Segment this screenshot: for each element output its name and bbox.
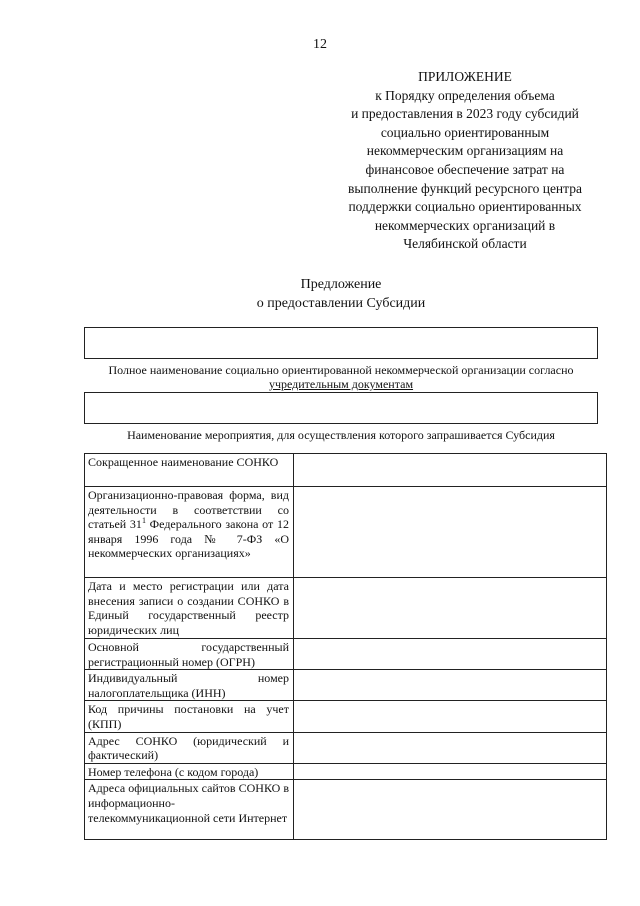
row-value-cell[interactable]: [294, 578, 607, 639]
row-label: Сокращенное наименование СОНКО: [85, 454, 294, 487]
row-label: Основной государственный регистрационный номер (ОГРН): [85, 639, 294, 670]
document-title: [0, 275, 640, 313]
appendix-line: финансовое обеспечение затрат на: [365, 161, 565, 177]
article-superscript: 1: [141, 516, 146, 526]
table-row: [85, 763, 607, 780]
row-value-cell[interactable]: [294, 454, 607, 487]
row-label: Дата и место регистрации или дата внесения записи о создании СОНКО в Единый государственный реестр юридических лиц: [85, 578, 294, 639]
table-row: [85, 732, 607, 763]
table-row: [85, 670, 607, 701]
title-line-2: о предоставлении Субсидии: [256, 296, 426, 311]
row-label: [85, 487, 294, 578]
row-value-cell[interactable]: [294, 780, 607, 840]
page-number: 12: [313, 37, 327, 52]
appendix-line: социально ориентированным: [380, 124, 550, 140]
event-name-field[interactable]: [84, 392, 598, 424]
caption-line: учредительным документам: [268, 377, 414, 391]
appendix-line: некоммерческих организаций в: [374, 217, 556, 233]
organization-name-field[interactable]: [84, 327, 598, 359]
organization-details-table: [84, 453, 607, 840]
title-line-1: Предложение: [300, 277, 382, 292]
row-value-cell[interactable]: [294, 763, 607, 780]
caption-line: Наименование мероприятия, для осуществления которого запрашивается Субсидия: [127, 428, 555, 442]
table-row: [85, 780, 607, 840]
appendix-line: и предоставления в 2023 году субсидий: [351, 106, 579, 122]
row-label: Номер телефона (с кодом города): [85, 763, 294, 780]
table-row: [85, 487, 607, 578]
row-value-cell[interactable]: [294, 732, 607, 763]
table-row: [85, 454, 607, 487]
row-label: Адрес СОНКО (юридический и фактический): [85, 732, 294, 763]
appendix-line: Челябинской области: [403, 236, 527, 252]
appendix-line: поддержки социально ориентированных: [348, 199, 582, 215]
row-label: Код причины постановки на учет (КПП): [85, 701, 294, 732]
table-row: [85, 639, 607, 670]
appendix-line: некоммерческим организациям на: [366, 143, 564, 159]
appendix-header: [320, 68, 610, 254]
row-value-cell[interactable]: [294, 639, 607, 670]
row-label: Индивидуальный номер налогоплательщика (ИНН): [85, 670, 294, 701]
organization-name-caption: [84, 363, 598, 391]
appendix-line: ПРИЛОЖЕНИЕ: [418, 69, 512, 84]
event-name-caption: [84, 428, 598, 442]
row-label: Адреса официальных сайтов СОНКО в информационно-телекоммуникационной сети Интернет: [85, 780, 294, 840]
row-value-cell[interactable]: [294, 701, 607, 732]
caption-line: Полное наименование социально ориентированной некоммерческой организации согласно: [108, 363, 574, 377]
row-label-text: Федерального закона от 12 января 1996 года № 7-ФЗ «О некоммерческих организациях»: [88, 517, 290, 561]
row-value-cell[interactable]: [294, 670, 607, 701]
row-label-text: Организационно-правовая форма, вид деятельности в соответствии со статьей 31: [88, 488, 289, 532]
row-value-cell[interactable]: [294, 487, 607, 578]
table-row: [85, 701, 607, 732]
appendix-line: выполнение функций ресурсного центра: [348, 180, 582, 196]
table-row: [85, 578, 607, 639]
appendix-line: к Порядку определения объема: [375, 87, 555, 103]
